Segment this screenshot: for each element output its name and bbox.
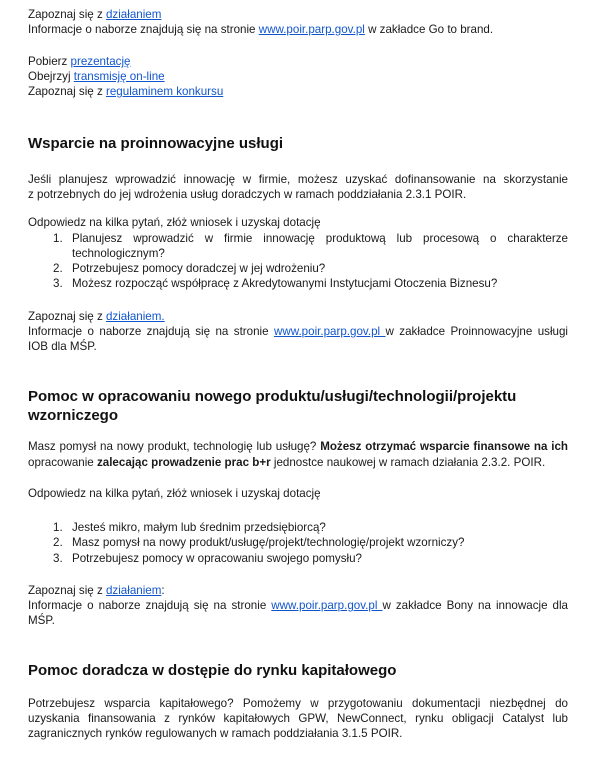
paragraph-line: Masz pomysł na nowy produkt, technologię lub usługę? Możesz otrzymać wsparcie finansowe na ich xyxy=(28,440,568,453)
action-link[interactable]: działaniem xyxy=(105,584,162,597)
section-heading: Pomoc w opracowaniu nowego produktu/usługi/technologii/projektu xyxy=(28,388,517,405)
watch-line: Obejrzyj transmisję on-line xyxy=(28,70,165,83)
info-line: Informacje o naborze znajdują się na stronie www.poir.parp.gov.pl w zakładce Proinnowacyjne usługi xyxy=(28,325,568,338)
list-item: Potrzebujesz pomocy doradczej w jej wdrożeniu? xyxy=(72,262,326,275)
intro-read-line: Zapoznaj się z działaniem xyxy=(28,8,162,21)
list-item-continuation: technologicznym? xyxy=(72,247,165,260)
questions-intro: Odpowiedz na kilka pytań, złóż wniosek i uzyskaj dotację xyxy=(28,487,321,500)
list-number: 1. xyxy=(53,521,63,534)
info-line: Informacje o naborze znajdują się na stronie www.poir.parp.gov.pl w zakładce Bony na innowacje dla xyxy=(28,599,568,612)
read-action-line: Zapoznaj się z działaniem: xyxy=(28,584,165,597)
questions-intro: Odpowiedz na kilka pytań, złóż wniosek i uzyskaj dotację xyxy=(28,216,321,229)
paragraph-line: Potrzebujesz wsparcia kapitałowego? Pomożemy w przygotowaniu dokumentacji niezbędnej do xyxy=(28,697,568,710)
section-heading: Wsparcie na proinnowacyjne usługi xyxy=(28,135,284,152)
info-line-continuation: MŚP. xyxy=(28,614,55,627)
download-line: Pobierz prezentację xyxy=(28,55,131,68)
action-link[interactable]: działaniem. xyxy=(105,310,165,323)
read-action-line: Zapoznaj się z działaniem. xyxy=(28,310,165,323)
list-item: Masz pomysł na nowy produkt/usługę/projekt/technologię/projekt wzorniczy? xyxy=(72,536,465,549)
section-heading-continuation: wzorniczego xyxy=(28,407,119,424)
poir-website-link[interactable]: www.poir.parp.gov.pl xyxy=(258,23,365,36)
list-item: Planujesz wprowadzić w firmie innowację produktową lub procesową o charakterze xyxy=(72,232,568,245)
paragraph-line: z potrzebnych do jej wdrożenia usług doradczych w ramach poddziałania 2.3.1 POIR. xyxy=(28,188,467,201)
paragraph-line: uzyskania finansowania z rynków kapitałowych GPW, NewConnect, rynku obligacji Catalyst lub xyxy=(28,712,568,725)
action-link[interactable]: działaniem xyxy=(105,8,162,21)
list-number: 3. xyxy=(53,552,63,565)
section-heading: Pomoc doradcza w dostępie do rynku kapitałowego xyxy=(28,662,397,679)
broadcast-link[interactable]: transmisję on-line xyxy=(73,70,165,83)
paragraph-line: zagranicznych rynków regulowanych w ramach poddziałania 3.1.5 POIR. xyxy=(28,727,403,740)
list-item: Potrzebujesz pomocy w opracowaniu swojego pomysłu? xyxy=(72,552,362,565)
paragraph-line: opracowanie zalecając prowadzenie prac b+r jednostce naukowej w ramach działania 2.3.2. POIR. xyxy=(28,456,546,469)
list-item: Jesteś mikro, małym lub średnim przedsiębiorcą? xyxy=(72,521,326,534)
intro-info-line: Informacje o naborze znajdują się na stronie www.poir.parp.gov.pl w zakładce Go to brand. xyxy=(28,23,494,36)
paragraph-line: Jeśli planujesz wprowadzić innowację w firmie, możesz uzyskać dofinansowanie na skorzystanie xyxy=(28,173,568,186)
poir-website-link[interactable]: www.poir.parp.gov.pl xyxy=(271,599,383,612)
info-line-continuation: IOB dla MŚP. xyxy=(28,340,97,353)
presentation-link[interactable]: prezentację xyxy=(70,55,131,68)
poir-website-link[interactable]: www.poir.parp.gov.pl xyxy=(273,325,386,338)
rules-link[interactable]: regulaminem konkursu xyxy=(105,85,224,98)
rules-line: Zapoznaj się z regulaminem konkursu xyxy=(28,85,224,98)
list-number: 2. xyxy=(53,262,63,275)
list-number: 3. xyxy=(53,277,63,290)
list-item: Możesz rozpocząć współpracę z Akredytowanymi Instytucjami Otoczenia Biznesu? xyxy=(72,277,498,290)
list-number: 2. xyxy=(53,536,63,549)
list-number: 1. xyxy=(53,232,63,245)
